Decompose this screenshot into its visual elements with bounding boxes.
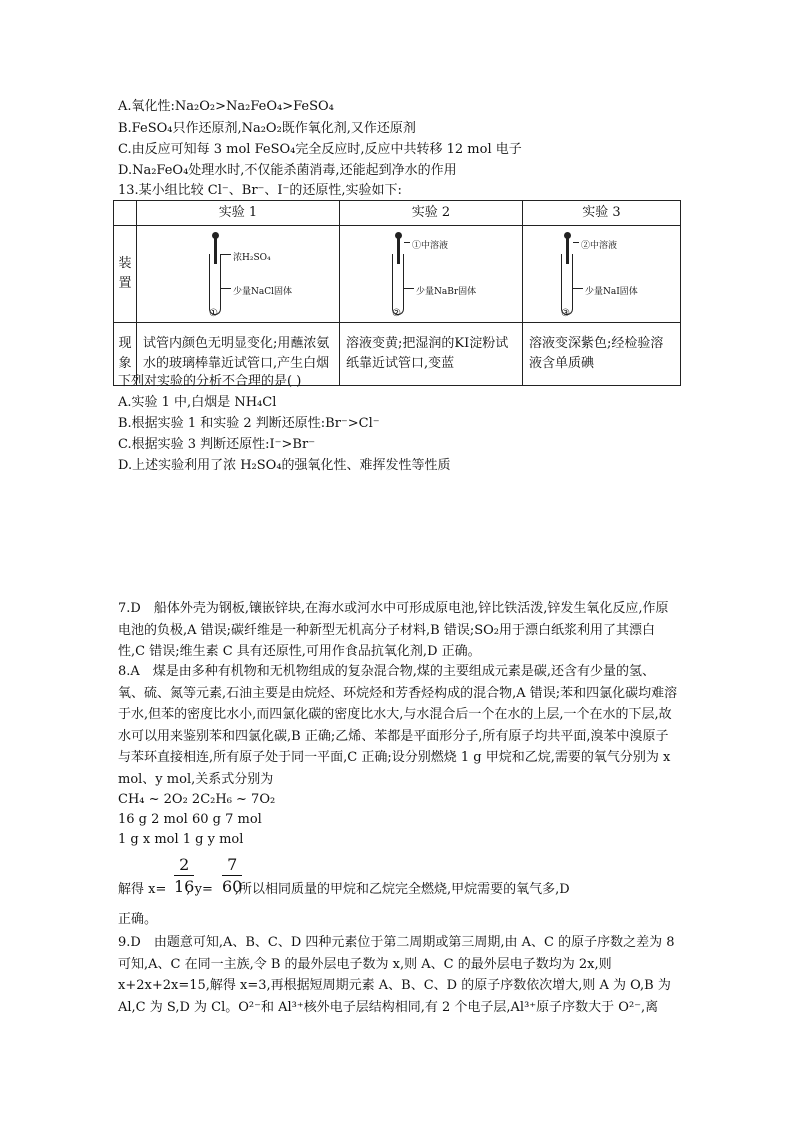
experiment-table xyxy=(113,200,681,386)
phenomenon-3: 溶液变深紫色;经检验溶液含单质碘 xyxy=(523,323,681,386)
answer-8: 8.A 煤是由多种有机物和无机物组成的复杂混合物,煤的主要组成元素是碳,还含有少量的氢、氧、硫、氮等元素,石油主要是由烷烃、环烷烃和芳香烃构成的混合物,A 错误;苯和四氯化碳均难溶于水,但苯的密度比水小,而四氯化碳的密度比水大,与水混合后一个在水的上层,一个在水的下层,故水可以用来鉴别苯和四氯化碳,B 正确;乙烯、苯都是平面形分子,所有原子均共平面,溴苯中溴原子与苯环直接相连,所有原子处于同一平面,C 正确;设分别燃烧 1 g 甲烷和乙烷,需要的氧气分别为 x mol、y mol,关系式分别为 xyxy=(118,664,678,787)
relation-line-2: 16 g 2 mol 60 g 7 mol xyxy=(118,812,262,827)
q13-option-b: B.根据实验 1 和实验 2 判断还原性:Br⁻>Cl⁻ xyxy=(118,416,380,431)
reagent-label: ①中溶液 xyxy=(412,241,449,251)
header-exp2: 实验 2 xyxy=(340,201,523,226)
apparatus-1 xyxy=(137,226,340,323)
q12-option-d: D.Na₂FeO₄处理水时,不仅能杀菌消毒,还能起到净水的作用 xyxy=(118,163,457,178)
reagent-label: 浓H₂SO₄ xyxy=(233,253,271,263)
phenomenon-1: 试管内颜色无明显变化;用蘸浓氨水的玻璃棒靠近试管口,产生白烟 xyxy=(137,323,340,386)
apparatus-2 xyxy=(340,226,523,323)
q12-option-a: A.氧化性:Na₂O₂>Na₂FeO₄>FeSO₄ xyxy=(118,99,334,114)
solid-label: 少量NaBr固体 xyxy=(416,287,477,297)
apparatus-3 xyxy=(523,226,681,323)
q13-stem: 13.某小组比较 Cl⁻、Br⁻、I⁻的还原性,实验如下: xyxy=(118,183,402,198)
q12-option-b: B.FeSO₄只作还原剂,Na₂O₂既作氧化剂,又作还原剂 xyxy=(118,121,416,136)
figure-number: ③ xyxy=(561,308,570,319)
solve-end: 正确。 xyxy=(118,912,158,927)
q13-option-c: C.根据实验 3 判断还原性:I⁻>Br⁻ xyxy=(118,437,316,452)
solid-label: 少量NaCl固体 xyxy=(233,287,293,297)
q13-ask: 下列对实验的分析不合理的是( ) xyxy=(118,374,302,389)
row-label-apparatus: 装置 xyxy=(114,226,137,323)
fraction-y: 7 60 xyxy=(222,855,243,896)
header-exp1: 实验 1 xyxy=(137,201,340,226)
figure-number: ① xyxy=(209,308,218,319)
answer-9: 9.D 由题意可知,A、B、C、D 四种元素位于第二周期或第三周期,由 A、C 的原子序数之差为 8 可知,A、C 在同一主族,令 B 的最外层电子数为 x,则 A、C 的最外层电子数均为 2x,则 x+2x+2x=15,解得 x=3,再根据短周期元素 A、B、C、D 的原子序数依次增大,则 A 为 O,B 为 Al,C 为 S,D 为 Cl。O²⁻和 Al³⁺核外电子层结构相同,有 2 个电子层,Al³⁺原子序数大于 O²⁻,离 xyxy=(118,935,675,1015)
q13-option-d: D.上述实验利用了浓 H₂SO₄的强氧化性、难挥发性等性质 xyxy=(118,458,451,473)
q13-option-a: A.实验 1 中,白烟是 NH₄Cl xyxy=(118,395,277,410)
q12-option-c: C.由反应可知每 3 mol FeSO₄完全反应时,反应中共转移 12 mol 电子 xyxy=(118,142,522,157)
row-label-phenomenon: 现象 xyxy=(114,323,137,386)
fraction-x: 2 16 xyxy=(174,855,195,896)
solve-line: 解得 x= , y= ,所以相同质量的甲烷和乙烷完全燃烧,甲烷需要的氧气多,D xyxy=(118,882,570,897)
figure-number: ② xyxy=(392,308,401,319)
header-exp3: 实验 3 xyxy=(523,201,681,226)
solid-label: 少量NaI固体 xyxy=(585,287,638,297)
phenomenon-2: 溶液变黄;把湿润的KI淀粉试纸靠近试管口,变蓝 xyxy=(340,323,523,386)
reagent-label: ②中溶液 xyxy=(581,241,618,251)
relation-line-3: 1 g x mol 1 g y mol xyxy=(118,832,244,847)
answer-7: 7.D 船体外壳为钢板,镶嵌锌块,在海水或河水中可形成原电池,锌比铁活泼,锌发生氧化反应,作原电池的负极,A 错误;碳纤维是一种新型无机高分子材料,B 错误;SO₂用于漂白纸浆利用了其漂白性,C 错误;维生素 C 具有还原性,可用作食品抗氧化剂,D 正确。 xyxy=(118,601,669,659)
relation-line-1: CH₄ ~ 2O₂ 2C₂H₆ ~ 7O₂ xyxy=(118,792,276,807)
